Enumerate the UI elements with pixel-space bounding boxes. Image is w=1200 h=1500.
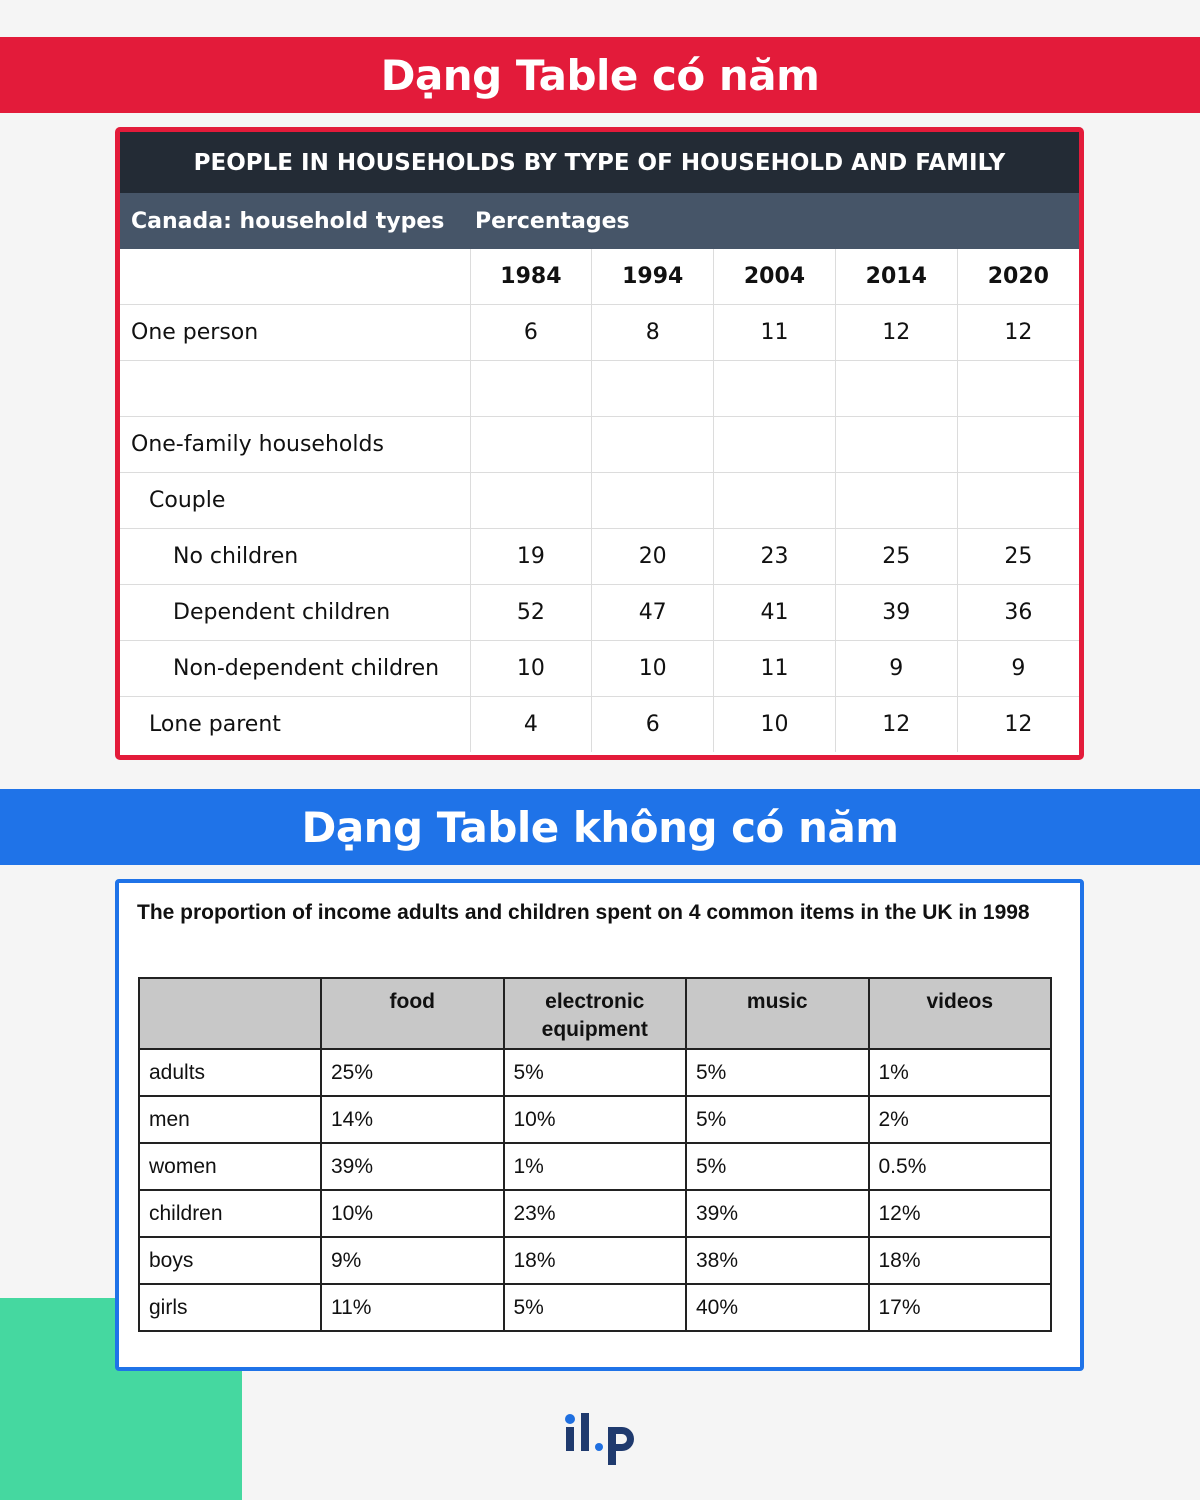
banner-table-with-years	[0, 37, 1200, 113]
data-cell: 39%	[686, 1190, 869, 1237]
data-cell: 10	[592, 641, 714, 697]
households-table-title: PEOPLE IN HOUSEHOLDS BY TYPE OF HOUSEHOLD AND FAMILY	[120, 132, 1079, 193]
year-header: 2020	[957, 249, 1079, 305]
subheader-right: Percentages	[475, 208, 630, 234]
column-header: music	[686, 978, 869, 1049]
data-cell	[835, 417, 957, 473]
column-header: electronic equipment	[504, 978, 687, 1049]
data-cell: 12	[957, 305, 1079, 361]
column-header: videos	[869, 978, 1052, 1049]
data-cell: 17%	[869, 1284, 1052, 1331]
table-row	[120, 473, 1079, 529]
data-cell: 10	[470, 641, 592, 697]
data-cell: 10%	[321, 1190, 504, 1237]
income-table-title: The proportion of income adults and children spent on 4 common items in the UK in 1998	[137, 901, 1030, 924]
data-cell	[470, 473, 592, 529]
year-header: 1984	[470, 249, 592, 305]
data-cell: 12	[957, 697, 1079, 753]
row-label: One-family households	[120, 417, 470, 473]
households-table	[120, 249, 1079, 752]
table-row	[139, 1143, 1051, 1190]
column-header: food	[321, 978, 504, 1049]
data-cell	[957, 361, 1079, 417]
data-cell	[714, 417, 836, 473]
data-cell	[592, 417, 714, 473]
ilp-logo-icon	[560, 1408, 640, 1468]
data-cell: 5%	[504, 1049, 687, 1096]
data-cell: 18%	[869, 1237, 1052, 1284]
data-cell	[835, 361, 957, 417]
data-cell: 36	[957, 585, 1079, 641]
data-cell: 18%	[504, 1237, 687, 1284]
data-cell: 40%	[686, 1284, 869, 1331]
data-cell: 2%	[869, 1096, 1052, 1143]
data-cell: 20	[592, 529, 714, 585]
year-header: 2014	[835, 249, 957, 305]
data-cell: 1%	[869, 1049, 1052, 1096]
data-cell: 5%	[686, 1049, 869, 1096]
data-cell: 39	[835, 585, 957, 641]
table-row	[139, 1190, 1051, 1237]
row-label	[120, 361, 470, 417]
row-label: No children	[120, 529, 470, 585]
data-cell: 25	[957, 529, 1079, 585]
table-row	[139, 1284, 1051, 1331]
data-cell: 9	[957, 641, 1079, 697]
year-header: 2004	[714, 249, 836, 305]
data-cell: 39%	[321, 1143, 504, 1190]
row-label: children	[139, 1190, 321, 1237]
table-row	[120, 641, 1079, 697]
data-cell: 9	[835, 641, 957, 697]
subheader-left: Canada: household types	[131, 208, 445, 234]
data-cell	[957, 473, 1079, 529]
row-label: men	[139, 1096, 321, 1143]
data-cell: 23%	[504, 1190, 687, 1237]
data-cell: 19	[470, 529, 592, 585]
row-label: adults	[139, 1049, 321, 1096]
data-cell: 41	[714, 585, 836, 641]
data-cell: 25%	[321, 1049, 504, 1096]
banner-title: Dạng Table có năm	[380, 50, 820, 100]
households-table-card	[115, 127, 1084, 760]
data-cell: 38%	[686, 1237, 869, 1284]
row-label: Couple	[120, 473, 470, 529]
data-cell: 9%	[321, 1237, 504, 1284]
data-cell: 11	[714, 641, 836, 697]
data-cell: 10	[714, 697, 836, 753]
year-header: 1994	[592, 249, 714, 305]
data-cell	[592, 473, 714, 529]
row-label: boys	[139, 1237, 321, 1284]
data-cell	[714, 473, 836, 529]
income-table	[138, 977, 1052, 1332]
table-row	[120, 417, 1079, 473]
row-label: One person	[120, 305, 470, 361]
data-cell: 6	[470, 305, 592, 361]
income-table-card	[115, 879, 1084, 1371]
households-table-subheader	[120, 193, 1079, 249]
data-cell	[714, 361, 836, 417]
empty-header-cell	[120, 249, 470, 305]
data-cell: 12	[835, 697, 957, 753]
banner-table-without-years	[0, 789, 1200, 865]
data-cell: 11	[714, 305, 836, 361]
row-label: Non-dependent children	[120, 641, 470, 697]
data-cell: 52	[470, 585, 592, 641]
data-cell: 1%	[504, 1143, 687, 1190]
row-label: women	[139, 1143, 321, 1190]
data-cell	[835, 473, 957, 529]
data-cell	[470, 361, 592, 417]
row-label: girls	[139, 1284, 321, 1331]
data-cell: 5%	[504, 1284, 687, 1331]
banner-title: Dạng Table không có năm	[301, 802, 899, 852]
data-cell: 25	[835, 529, 957, 585]
table-row	[120, 361, 1079, 417]
table-row	[139, 1096, 1051, 1143]
data-cell: 0.5%	[869, 1143, 1052, 1190]
table-row	[120, 529, 1079, 585]
data-cell: 6	[592, 697, 714, 753]
table-row	[120, 585, 1079, 641]
row-label: Lone parent	[120, 697, 470, 753]
data-cell: 4	[470, 697, 592, 753]
row-label: Dependent children	[120, 585, 470, 641]
data-cell: 12%	[869, 1190, 1052, 1237]
data-cell: 10%	[504, 1096, 687, 1143]
data-cell	[592, 361, 714, 417]
data-cell	[957, 417, 1079, 473]
category-header-row	[139, 978, 1051, 1049]
data-cell: 12	[835, 305, 957, 361]
empty-header-cell	[139, 978, 321, 1049]
data-cell: 5%	[686, 1096, 869, 1143]
table-row	[139, 1049, 1051, 1096]
data-cell: 11%	[321, 1284, 504, 1331]
table-row	[120, 697, 1079, 753]
data-cell: 5%	[686, 1143, 869, 1190]
data-cell	[470, 417, 592, 473]
data-cell: 8	[592, 305, 714, 361]
data-cell: 14%	[321, 1096, 504, 1143]
table-row	[120, 305, 1079, 361]
table-row	[139, 1237, 1051, 1284]
year-header-row	[120, 249, 1079, 305]
data-cell: 23	[714, 529, 836, 585]
data-cell: 47	[592, 585, 714, 641]
